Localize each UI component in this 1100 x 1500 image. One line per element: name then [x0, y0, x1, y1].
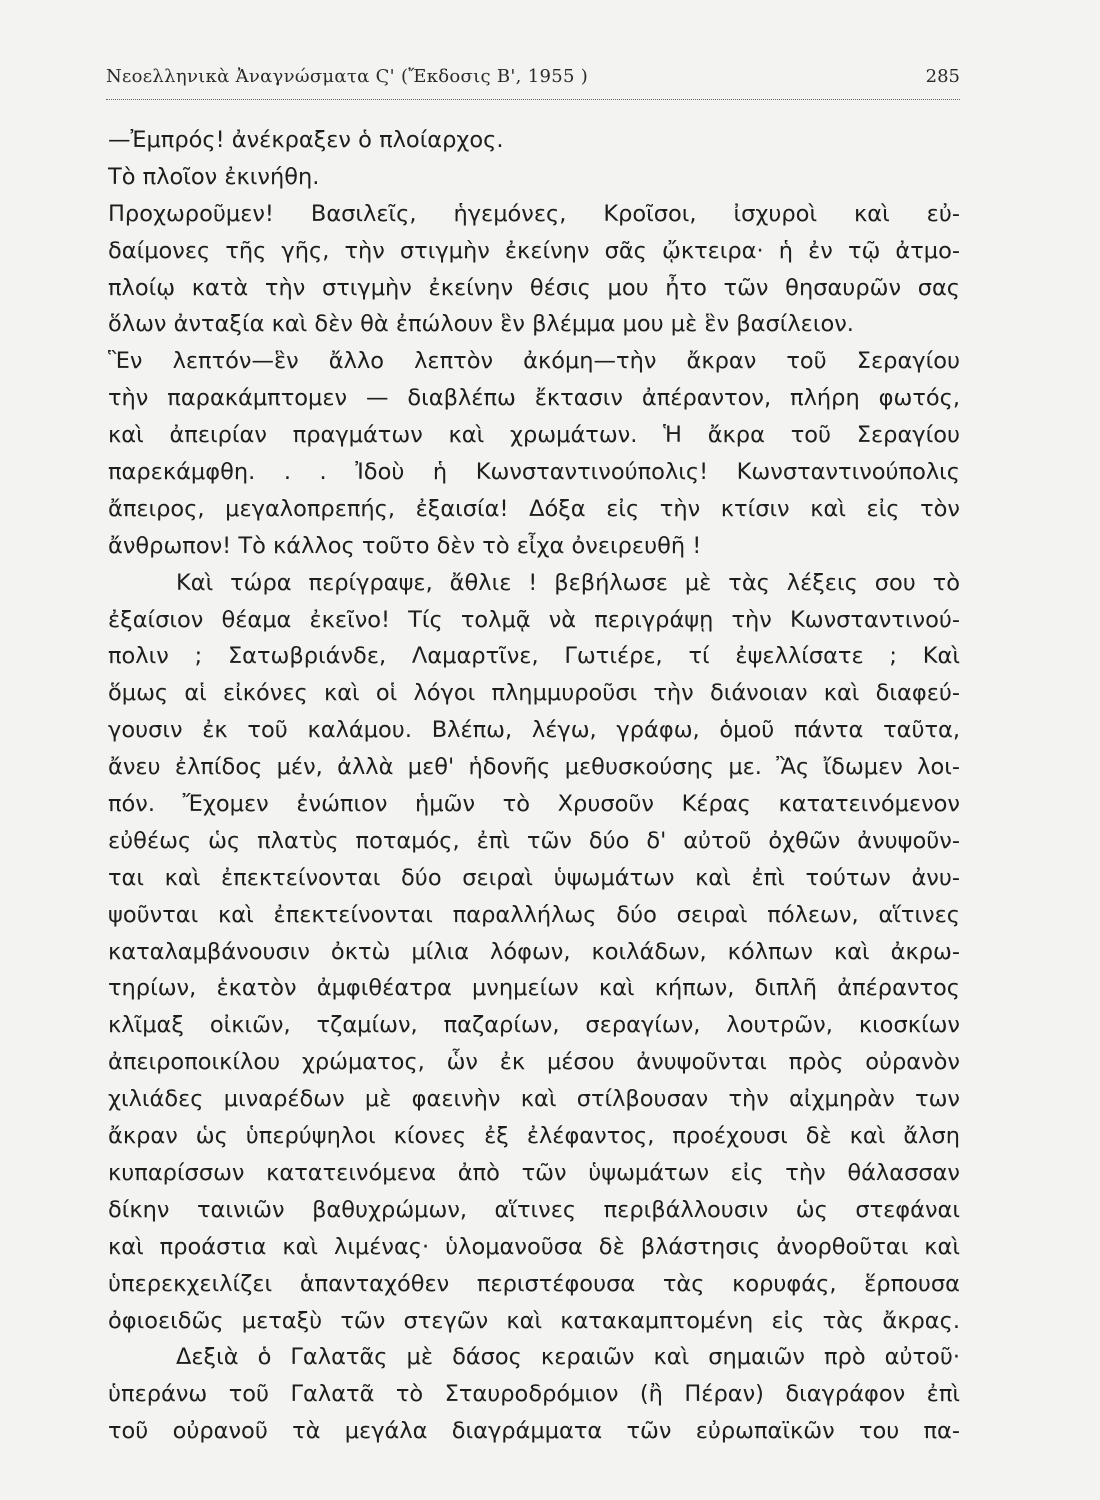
text-line: ὅμως αἱ εἰκόνες καὶ οἱ λόγοι πλημμυροῦσι τὴν διάνοιαν καὶ διαφεύ- [108, 680, 960, 707]
text-line: Δεξιὰ ὁ Γαλατᾶς μὲ δάσος κεραιῶν καὶ σημαιῶν πρὸ αὐτοῦ· [176, 1344, 960, 1371]
header-rule [106, 99, 960, 100]
text-line: γουσιν ἐκ τοῦ καλάμου. Βλέπω, λέγω, γράφω, ὁμοῦ πάντα ταῦτα, [108, 717, 960, 744]
text-line: Προχωροῦμεν! Βασιλεῖς, ἡγεμόνες, Κροῖσοι, ἰσχυροὶ καὶ εὐ- [108, 200, 960, 227]
text-line: Τὸ πλοῖον ἐκινήθη. [108, 163, 320, 190]
text-line: δίκην ταινιῶν βαθυχρώμων, αἵτινες περιβάλλουσιν ὡς στεφάναι [108, 1196, 960, 1223]
text-line: ἄπειρος, μεγαλοπρεπής, ἐξαισία! Δόξα εἰς τὴν κτίσιν καὶ εἰς τὸν [108, 495, 960, 522]
text-line: ται καὶ ἐπεκτείνονται δύο σειραὶ ὑψωμάτων καὶ ἐπὶ τούτων ἀνυ- [108, 864, 960, 891]
text-line: ψοῦνται καὶ ἐπεκτείνονται παραλλήλως δύο σειραὶ πόλεων, αἵτινες [108, 901, 960, 928]
text-line: καταλαμβάνουσιν ὀκτὼ μίλια λόφων, κοιλάδων, κόλπων καὶ ἀκρω- [108, 938, 960, 965]
page-header [106, 66, 960, 96]
text-line: χιλιάδες μιναρέδων μὲ φαεινὴν καὶ στίλβουσαν τὴν αἰχμηρὰν των [108, 1086, 960, 1113]
text-line: ὑπερεκχειλίζει ἁπανταχόθεν περιστέφουσα τὰς κορυφάς, ἕρπουσα [108, 1270, 960, 1297]
text-line: ἀπειροποικίλου χρώματος, ὧν ἐκ μέσου ἀνυψοῦνται πρὸς οὐρανὸν [108, 1049, 960, 1076]
text-line: τηρίων, ἑκατὸν ἀμφιθέατρα μνημείων καὶ κήπων, διπλῆ ἀπέραντος [108, 975, 960, 1002]
text-line: κλῖμαξ οἰκιῶν, τζαμίων, παζαρίων, σεραγίων, λουτρῶν, κιοσκίων [108, 1012, 960, 1039]
text-line: πόν. Ἔχομεν ἐνώπιον ἡμῶν τὸ Χρυσοῦν Κέρας κατατεινόμενον [108, 791, 960, 818]
text-line: δαίμονες τῆς γῆς, τὴν στιγμὴν ἐκείνην σᾶς ᾤκτειρα· ἡ ἐν τῷ ἀτμο- [108, 237, 960, 264]
text-line: ὀφιοειδῶς μεταξὺ τῶν στεγῶν καὶ κατακαμπτομένη εἰς τὰς ἄκρας. [108, 1307, 960, 1334]
text-line: ὑπεράνω τοῦ Γαλατᾶ τὸ Σταυροδρόμιον (ἢ Πέραν) διαγράφον ἐπὶ [108, 1381, 960, 1408]
text-line: Καὶ τώρα περίγραψε, ἄθλιε ! βεβήλωσε μὲ τὰς λέξεις σου τὸ [176, 569, 960, 596]
text-line: πολιν ; Σατωβριάνδε, Λαμαρτῖνε, Γωτιέρε, τί ἐψελλίσατε ; Καὶ [108, 643, 960, 670]
running-head: Νεοελληνικὰ Ἀναγνώσματα Ϛ' (Ἔκδοσις Β', 1955 ) [106, 66, 589, 87]
text-line: πλοίῳ κατὰ τὴν στιγμὴν ἐκείνην θέσις μου ἦτο τῶν θησαυρῶν σας [108, 274, 960, 301]
text-line: παρεκάμφθη. . . Ἰδοὺ ἡ Κωνσταντινούπολις! Κωνσταντινούπολις [108, 459, 960, 486]
text-line: τὴν παρακάμπτομεν — διαβλέπω ἔκτασιν ἀπέραντον, πλήρη φωτός, [108, 385, 960, 412]
text-line: εὐθέως ὡς πλατὺς ποταμός, ἐπὶ τῶν δύο δ' αὐτοῦ ὀχθῶν ἀνυψοῦν- [108, 827, 960, 854]
text-line: ἄνευ ἐλπίδος μέν, ἀλλὰ μεθ' ἡδονῆς μεθυσκούσης με. Ἂς ἴδωμεν λοι- [108, 754, 960, 781]
text-line: —Ἐμπρός! ἀνέκραξεν ὁ πλοίαρχος. [108, 127, 504, 153]
text-line: τοῦ οὐρανοῦ τὰ μεγάλα διαγράμματα τῶν εὐρωπαϊκῶν του πα- [108, 1418, 960, 1445]
text-line: ὅλων ἀνταξία καὶ δὲν θὰ ἐπώλουν ἓν βλέμμα μου μὲ ἓν βασίλειον. [108, 311, 854, 338]
text-line: κυπαρίσσων κατατεινόμενα ἀπὸ τῶν ὑψωμάτων εἰς τὴν θάλασσαν [108, 1159, 960, 1186]
text-line: Ἓν λεπτόν—ἓν ἄλλο λεπτὸν ἀκόμη—τὴν ἄκραν τοῦ Σεραγίου [108, 348, 960, 375]
text-line: ἄνθρωπον! Τὸ κάλλος τοῦτο δὲν τὸ εἶχα ὀνειρευθῆ ! [108, 532, 702, 559]
text-line: καὶ προάστια καὶ λιμένας· ὑλομανοῦσα δὲ βλάστησις ἀνορθοῦται καὶ [108, 1233, 960, 1260]
page-number: 285 [925, 66, 960, 87]
text-line: ἐξαίσιον θέαμα ἐκεῖνο! Τίς τολμᾷ νὰ περιγράψῃ τὴν Κωνσταντινού- [108, 606, 960, 633]
text-line: καὶ ἀπειρίαν πραγμάτων καὶ χρωμάτων. Ἡ ἄκρα τοῦ Σεραγίου [108, 422, 960, 449]
text-line: ἄκραν ὡς ὑπερύψηλοι κίονες ἐξ ἐλέφαντος, προέχουσι δὲ καὶ ἄλση [108, 1123, 960, 1150]
body-text [108, 122, 960, 1450]
